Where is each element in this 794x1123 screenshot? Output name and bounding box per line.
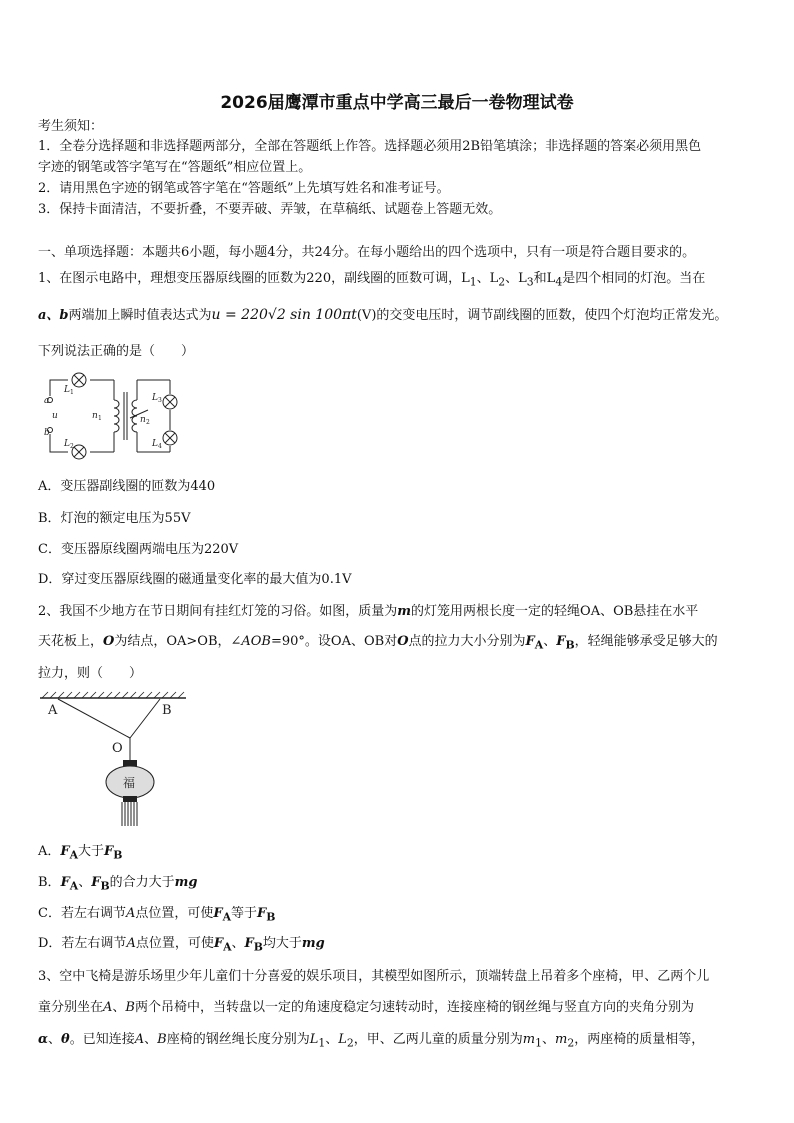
var-l: L — [338, 1032, 347, 1047]
var-m: m — [555, 1032, 568, 1047]
q1-text: 两端加上瞬时值表达式为 — [68, 308, 212, 323]
subscript: 3 — [526, 275, 534, 289]
q2-option-c — [38, 905, 275, 927]
subscript: B — [565, 638, 575, 652]
var-m: m — [397, 604, 412, 619]
notice-line-3: 2．请用黑色字迹的钢笔或答字笔在“答题纸”上先填写姓名和准考证号。 — [38, 181, 450, 196]
label-u: u — [52, 411, 58, 421]
var-aob: AOB — [241, 634, 271, 649]
q3-text: 座椅的钢丝绳长度分别为 — [166, 1032, 310, 1047]
var-mg: mg — [301, 936, 325, 951]
subscript: 4 — [555, 275, 563, 289]
label-L2: L — [64, 439, 70, 449]
q1-option-c: C．变压器原线圈两端电压为220V — [38, 542, 239, 557]
subscript: 1 — [318, 1036, 326, 1050]
label-n2: n — [140, 415, 146, 425]
label-B: B — [162, 703, 172, 718]
q2-line-3: 拉力，则（ ） — [38, 666, 143, 681]
lantern-diagram — [38, 690, 188, 830]
q2-text: ，轻绳能够承受足够大的 — [574, 634, 718, 649]
var-l: L — [309, 1032, 319, 1047]
q2-text: 的灯笼用两根长度一定的轻绳OA、OB悬挂在水平 — [411, 604, 699, 619]
option-text: 等于 — [231, 906, 258, 921]
label-L1: L — [64, 385, 70, 395]
var-fa: F — [213, 906, 223, 921]
label-A: A — [48, 703, 58, 718]
label-n1: n — [92, 411, 98, 421]
q3-text: 。已知连接 — [69, 1032, 135, 1047]
svg-text:1: 1 — [70, 389, 74, 396]
q1-text: 、L — [476, 271, 499, 286]
q2-option-b — [38, 874, 197, 896]
option-label: B． — [38, 875, 61, 890]
subscript: B — [266, 910, 276, 924]
q1-option-b: B．灯泡的额定电压为55V — [38, 511, 191, 526]
option-text: D．若左右调节 — [38, 936, 127, 951]
voltage-formula: u = 220√2 sin 100πt — [211, 307, 357, 323]
subscript: B — [253, 940, 263, 954]
q2-text: 点的拉力大小分别为 — [408, 634, 526, 649]
var-a: A — [125, 906, 136, 921]
var-b: B — [125, 1000, 135, 1015]
label-O: O — [112, 741, 123, 756]
var-a: A — [126, 936, 136, 951]
q2-text: 天花板上， — [38, 634, 104, 649]
svg-text:1: 1 — [98, 415, 102, 422]
q2-text: 2、我国不少地方在节日期间有挂红灯笼的习俗。如图，质量为 — [38, 604, 398, 619]
q1-text: (V)的交变电压时，调节副线圈的匝数，使四个灯泡均正常发光。 — [356, 308, 728, 323]
svg-text:3: 3 — [158, 397, 162, 404]
option-text: C．若左右调节 — [38, 906, 126, 921]
var-fb: F — [257, 906, 267, 921]
var-o: O — [103, 634, 115, 649]
option-text: 、 — [78, 875, 92, 890]
q1-text: 、L — [505, 271, 527, 286]
subscript: B — [100, 879, 110, 893]
option-text: 的合力大于 — [109, 875, 175, 890]
subscript: A — [223, 940, 232, 954]
q1-text: 1、在图示电路中，理想变压器原线圈的匝数为220，副线圈的匝数可调，L — [38, 271, 470, 286]
q1-text: 和L — [533, 271, 556, 286]
q2-line-1 — [38, 603, 698, 621]
option-text: 点位置，可使 — [135, 936, 214, 951]
q1-line-3: 下列说法正确的是（ ） — [38, 344, 195, 359]
section-heading: 一、单项选择题：本题共6小题，每小题4分，共24分。在每小题给出的四个选项中，只有一项是符合题目要求的。 — [38, 245, 696, 260]
option-text: 、 — [231, 936, 245, 951]
var-m: m — [522, 1032, 536, 1047]
q2-option-d — [38, 935, 325, 957]
label-a: a — [44, 396, 50, 406]
label-L4: L — [152, 439, 158, 449]
var-fa: F — [213, 936, 224, 951]
var-fa: F — [60, 875, 70, 890]
lantern-character: 福 — [123, 776, 136, 790]
q3-text: 童分别坐在 — [38, 1000, 104, 1015]
subscript: B — [113, 848, 123, 862]
svg-text:2: 2 — [146, 419, 150, 426]
q3-text: ，两座椅的质量相等， — [574, 1032, 705, 1047]
subscript: 1 — [535, 1036, 543, 1050]
option-text: 均大于 — [262, 936, 302, 951]
subscript: 2 — [498, 275, 506, 289]
var-fb: F — [244, 936, 254, 951]
q1-line-1 — [38, 270, 705, 292]
var-mg: mg — [174, 875, 198, 890]
option-label: A． — [38, 844, 61, 859]
notice-line-1: 1．全卷分选择题和非选择题两部分，全部在答题纸上作答。选择题必须用2B铅笔填涂；非选择题的答案必须用黑色 — [38, 139, 702, 154]
q3-text: ，甲、乙两儿童的质量分别为 — [353, 1032, 523, 1047]
notice-line-4: 3．保持卡面清洁，不要折叠，不要弄破、弄皱，在草稿纸、试题卷上答题无效。 — [38, 202, 502, 217]
q3-line-1: 3、空中飞椅是游乐场里少年儿童们十分喜爱的娱乐项目，其模型如图所示，顶端转盘上吊着多个座椅，甲、乙两个儿 — [38, 969, 710, 984]
var-fa: F — [525, 634, 535, 649]
q2-text: =90°。设OA、OB对 — [271, 634, 398, 649]
subscript: A — [222, 910, 231, 924]
subscript: A — [69, 879, 79, 893]
var-a: A — [134, 1032, 145, 1047]
svg-text:4: 4 — [158, 443, 162, 450]
label-b: b — [44, 428, 50, 438]
q2-line-2: 天花板上，O为结点，OA>OB，∠AOB=90°。设OA、OB对O点的拉力大小分别为$F_A$、$F_B$，轻绳能够承受足够大的 — [38, 634, 718, 652]
subscript: 1 — [469, 275, 477, 289]
subscript: A — [69, 848, 79, 862]
q3-line-3: α、θ。已知连接A、B座椅的钢丝绳长度分别为$L_1$、$L_2$，甲、乙两儿童的质量分别为$m_1$、$m_2$，两座椅的质量相等， — [38, 1032, 705, 1050]
q1-option-a: A．变压器副线圈的匝数为440 — [38, 479, 216, 494]
q3-text: 两个吊椅中，当转盘以一定的角速度稳定匀速转动时，连接座椅的钢丝绳与竖直方向的夹角分别为 — [134, 1000, 694, 1015]
q2-text: 为结点，OA>OB，∠ — [114, 634, 242, 649]
label-L3: L — [152, 393, 158, 403]
var-b: B — [157, 1032, 167, 1047]
var-fa: F — [60, 844, 70, 859]
var-alpha: α — [38, 1032, 49, 1047]
option-text: 点位置，可使 — [135, 906, 214, 921]
notice-line-2: 字迹的钢笔或答字笔写在“答题纸”相应位置上。 — [38, 160, 312, 175]
var-fb: F — [91, 875, 101, 890]
subscript: A — [534, 638, 544, 652]
q1-line-2 — [38, 306, 727, 325]
q3-text: 、 — [112, 1000, 126, 1015]
page-title: 2026届鹰潭市重点中学高三最后一卷物理试卷 — [220, 93, 574, 113]
option-text: 大于 — [78, 844, 105, 859]
var-o: O — [397, 634, 409, 649]
var-fb: F — [556, 634, 566, 649]
q3-line-2 — [38, 999, 694, 1017]
terminal-labels: a、b — [38, 308, 69, 323]
transformer-circuit-diagram — [44, 370, 194, 464]
notice-heading: 考生须知： — [38, 119, 104, 134]
subscript: 2 — [567, 1036, 575, 1050]
var-a: A — [103, 1000, 113, 1015]
q1-option-d: D．穿过变压器原线圈的磁通量变化率的最大值为0.1V — [38, 572, 352, 587]
var-fb: F — [104, 844, 114, 859]
q3-text: 、 — [144, 1032, 158, 1047]
svg-text:2: 2 — [70, 443, 74, 450]
subscript: 2 — [346, 1036, 354, 1050]
var-theta: θ — [61, 1032, 70, 1047]
q1-text: 是四个相同的灯泡。当在 — [562, 271, 706, 286]
q2-option-a — [38, 843, 122, 865]
